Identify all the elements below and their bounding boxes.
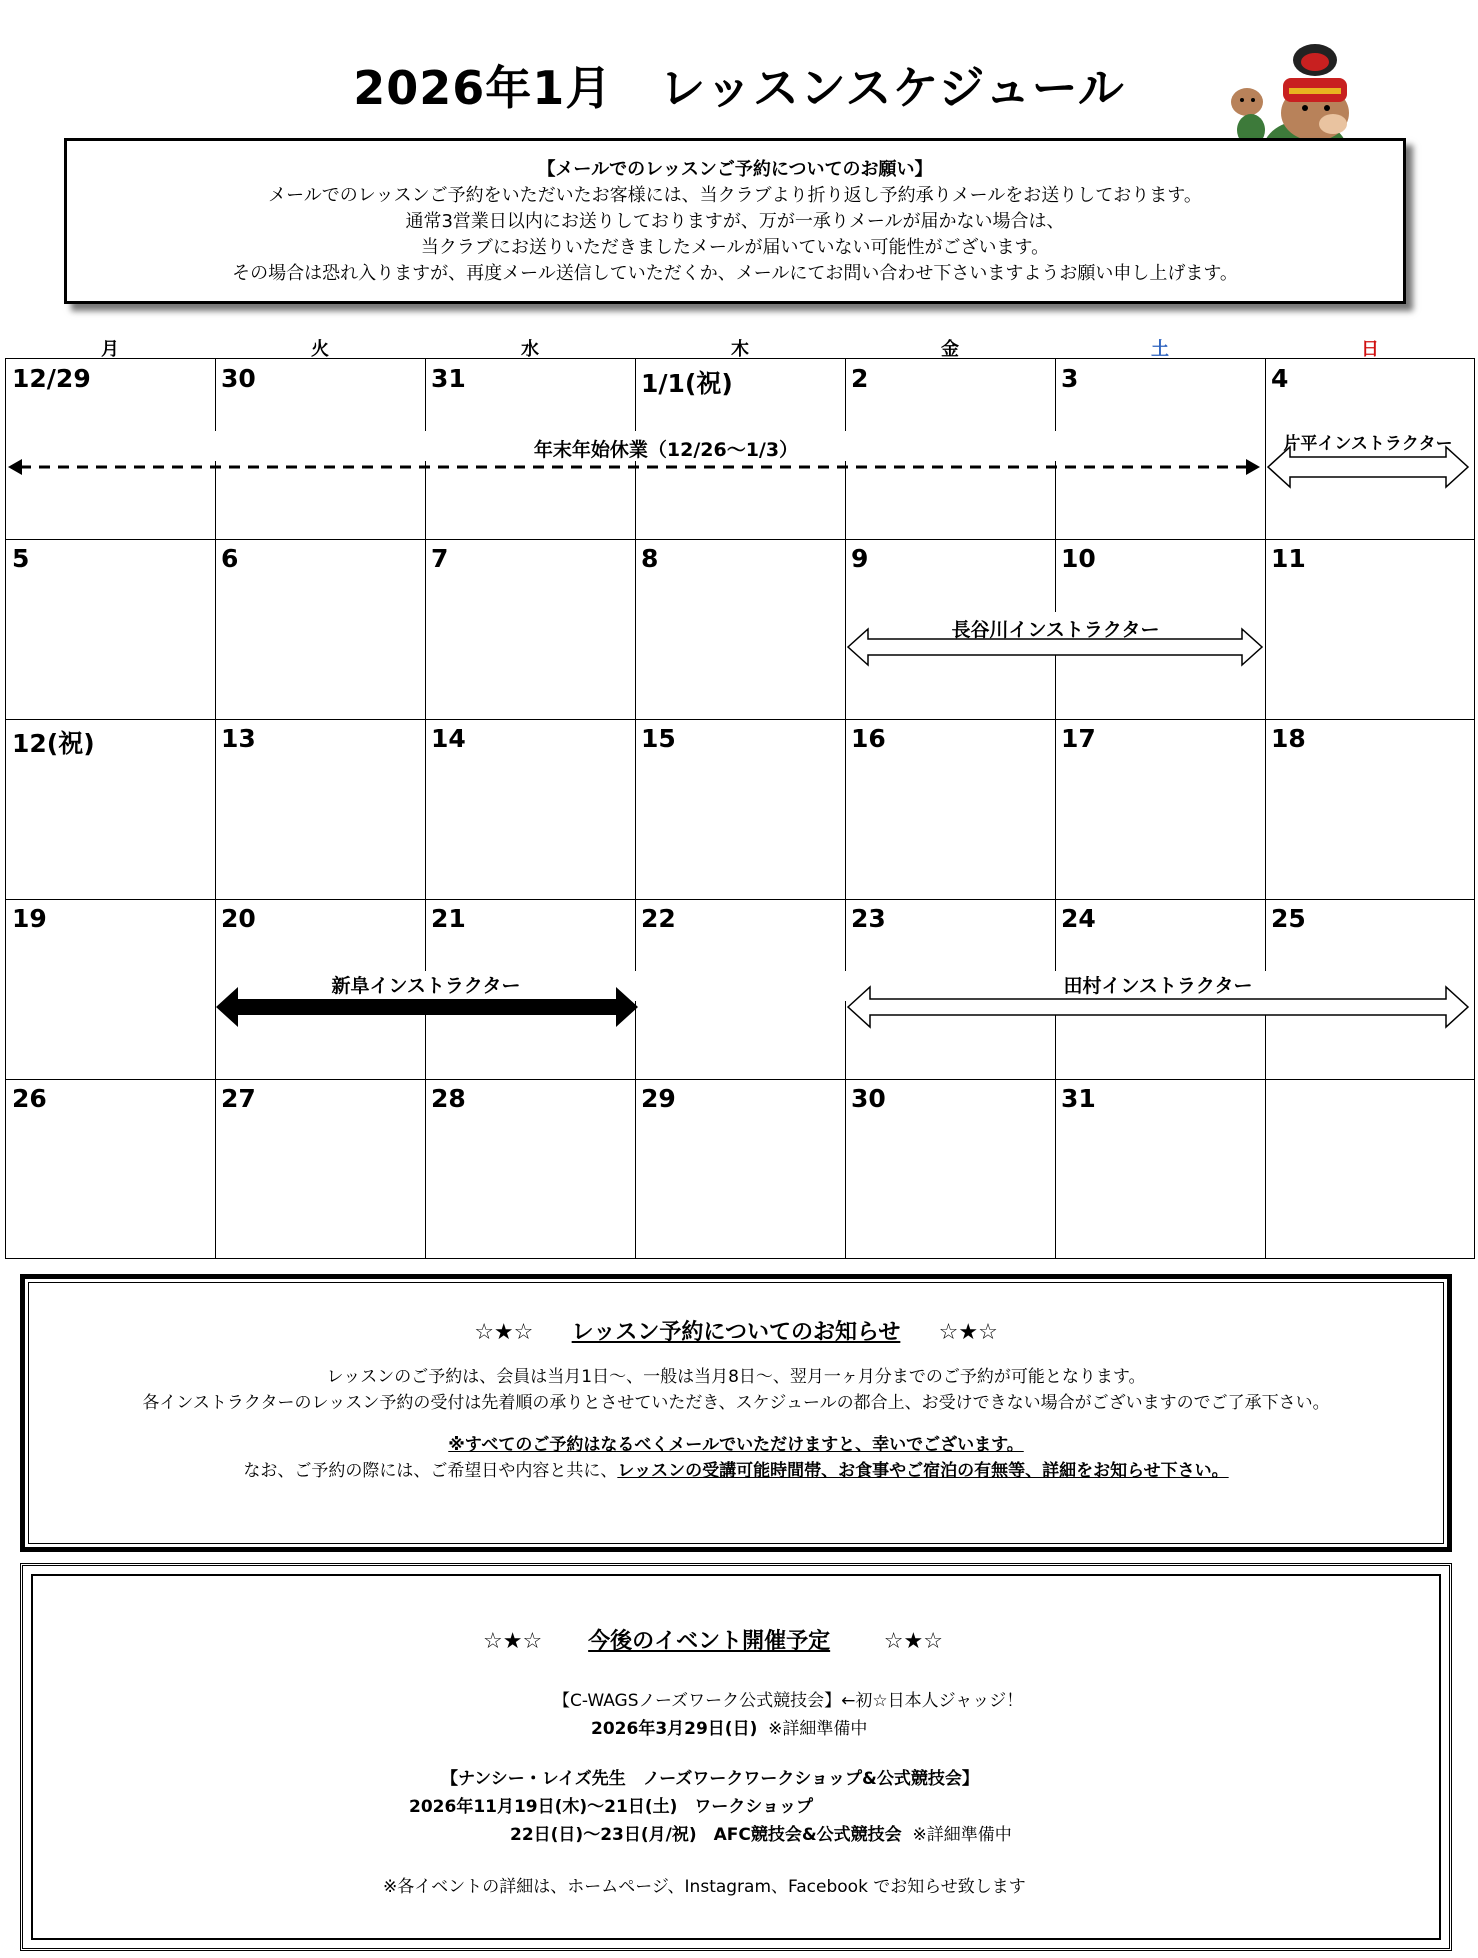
date-cell: 31 (1061, 1084, 1096, 1113)
date-cell: 30 (221, 364, 256, 393)
date-cell: 14 (431, 724, 466, 753)
hasegawa-arrow (848, 629, 1262, 665)
upcoming-title: 今後のイベント開催予定 (588, 1629, 831, 1654)
date-cell: 9 (851, 544, 869, 573)
date-cell: 13 (221, 724, 256, 753)
lesson-notice-title: レッスン予約についてのお知らせ (571, 1320, 901, 1345)
notice-line: その場合は恐れ入りますが、再度メール送信していただくか、メールにてお問い合わせ下さいますようお願い申し上げます。 (232, 263, 1238, 284)
event2-competition (510, 1820, 1012, 1845)
date-cell: 5 (12, 544, 30, 573)
date-cell: 4 (1271, 364, 1289, 393)
tamura-label: 田村インストラクター (1063, 975, 1253, 997)
lesson-notice-emphasis: レッスンの受講可能時間帯、お食事やご宿泊の有無等、詳細をお知らせ下さい。 (617, 1461, 1229, 1481)
star-decoration: ☆★☆ (938, 1320, 998, 1345)
date-cell: 12(祝) (12, 729, 95, 758)
tamura-arrow (848, 987, 1468, 1027)
date-cell: 23 (851, 904, 886, 933)
katahira-arrow (1268, 447, 1468, 487)
weekday-fri: 金 (941, 339, 959, 360)
weekday-wed: 水 (521, 339, 539, 360)
event-arrows (6, 359, 1474, 1258)
date-cell: 24 (1061, 904, 1096, 933)
hasegawa-label: 長谷川インストラクター (951, 619, 1160, 641)
notice-line: 当クラブにお送りいただきましたメールが届いていない可能性がございます。 (420, 237, 1050, 258)
date-cell: 15 (641, 724, 676, 753)
weekday-tue: 火 (311, 339, 329, 360)
star-decoration: ☆★☆ (883, 1629, 943, 1654)
lesson-reservation-box (20, 1274, 1452, 1552)
event2-title: 【ナンシー・レイズ先生 ノーズワークワークショップ&公式競技会】 (441, 1769, 979, 1789)
event2-note: ※詳細準備中 (912, 1825, 1012, 1845)
lesson-notice-line: 各インストラクターのレッスン予約の受付は先着順の承りとさせていただき、スケジュールの都合上、お受けできない場合がございますのでご了承下さい。 (142, 1393, 1330, 1413)
notice-heading: 【メールでのレッスンご予約についてのお願い】 (537, 159, 933, 180)
lesson-notice-heading (25, 1315, 1447, 1346)
date-cell: 27 (221, 1084, 256, 1113)
date-cell: 31 (431, 364, 466, 393)
lesson-notice-line (25, 1458, 1447, 1484)
date-cell: 26 (12, 1084, 47, 1113)
weekday-sat: 土 (1151, 339, 1169, 360)
date-cell: 21 (431, 904, 466, 933)
calendar-grid (5, 358, 1475, 1259)
holiday-arrow (8, 459, 1260, 475)
notice-line: 通常3営業日以内にお送りしておりますが、万が一承りメールが届かない場合は、 (405, 211, 1065, 232)
date-cell: 30 (851, 1084, 886, 1113)
event1-note: ※詳細準備中 (768, 1719, 868, 1739)
event1-date (591, 1714, 867, 1739)
lesson-notice-line-part: なお、ご予約の際には、ご希望日や内容と共に、 (243, 1461, 618, 1481)
lesson-notice-line: レッスンのご予約は、会員は当月1日～、一般は当月8日～、翌月一ヶ月分までのご予約が可能となります。 (326, 1367, 1146, 1387)
date-cell: 6 (221, 544, 239, 573)
upcoming-heading (483, 1624, 943, 1655)
niifu-label: 新阜インストラクター (331, 975, 521, 997)
date-cell: 12/29 (12, 364, 91, 393)
date-cell: 28 (431, 1084, 466, 1113)
date-cell: 3 (1061, 364, 1079, 393)
star-decoration: ☆★☆ (483, 1629, 543, 1654)
date-cell: 17 (1061, 724, 1096, 753)
upcoming-footer: ※各イベントの詳細は、ホームページ、Instagram、Facebook でお知らせ致します (383, 1877, 1026, 1897)
event1-title: 【C-WAGSノーズワーク公式競技会】←初☆日本人ジャッジ！ (553, 1691, 1024, 1711)
niifu-arrow (216, 987, 638, 1027)
event2-competition-text: 22日(日)～23日(月/祝) AFC競技会&公式競技会 (510, 1825, 902, 1845)
date-cell: 18 (1271, 724, 1306, 753)
page-title: 2026年1月 レッスンスケジュール (353, 61, 1125, 115)
star-decoration: ☆★☆ (474, 1320, 534, 1345)
date-cell: 1/1(祝) (641, 369, 733, 398)
date-cell: 25 (1271, 904, 1306, 933)
date-cell: 22 (641, 904, 676, 933)
date-cell: 7 (431, 544, 449, 573)
date-cell: 8 (641, 544, 659, 573)
notice-line: メールでのレッスンご予約をいただいたお客様には、当クラブより折り返し予約承りメールをお送りしております。 (268, 185, 1202, 206)
holiday-label: 年末年始休業（12/26～1/3） (533, 439, 799, 461)
date-cell: 11 (1271, 544, 1306, 573)
weekday-sun: 日 (1361, 339, 1379, 360)
date-cell: 2 (851, 364, 869, 393)
date-cell: 19 (12, 904, 47, 933)
weekday-thu: 木 (731, 339, 749, 360)
lesson-notice-email-request: ※すべてのご予約はなるべくメールでいただけますと、幸いでございます。 (448, 1435, 1024, 1455)
katahira-label: 片平インストラクター (1283, 434, 1453, 454)
upcoming-events-box (20, 1563, 1452, 1951)
date-cell: 16 (851, 724, 886, 753)
email-reservation-notice (64, 138, 1406, 304)
event2-workshop: 2026年11月19日(木)～21日(土) ワークショップ (409, 1797, 814, 1817)
date-cell: 29 (641, 1084, 676, 1113)
date-cell: 10 (1061, 544, 1096, 573)
date-cell: 20 (221, 904, 256, 933)
event1-date-text: 2026年3月29日(日) (591, 1719, 758, 1739)
weekday-mon: 月 (101, 339, 119, 360)
